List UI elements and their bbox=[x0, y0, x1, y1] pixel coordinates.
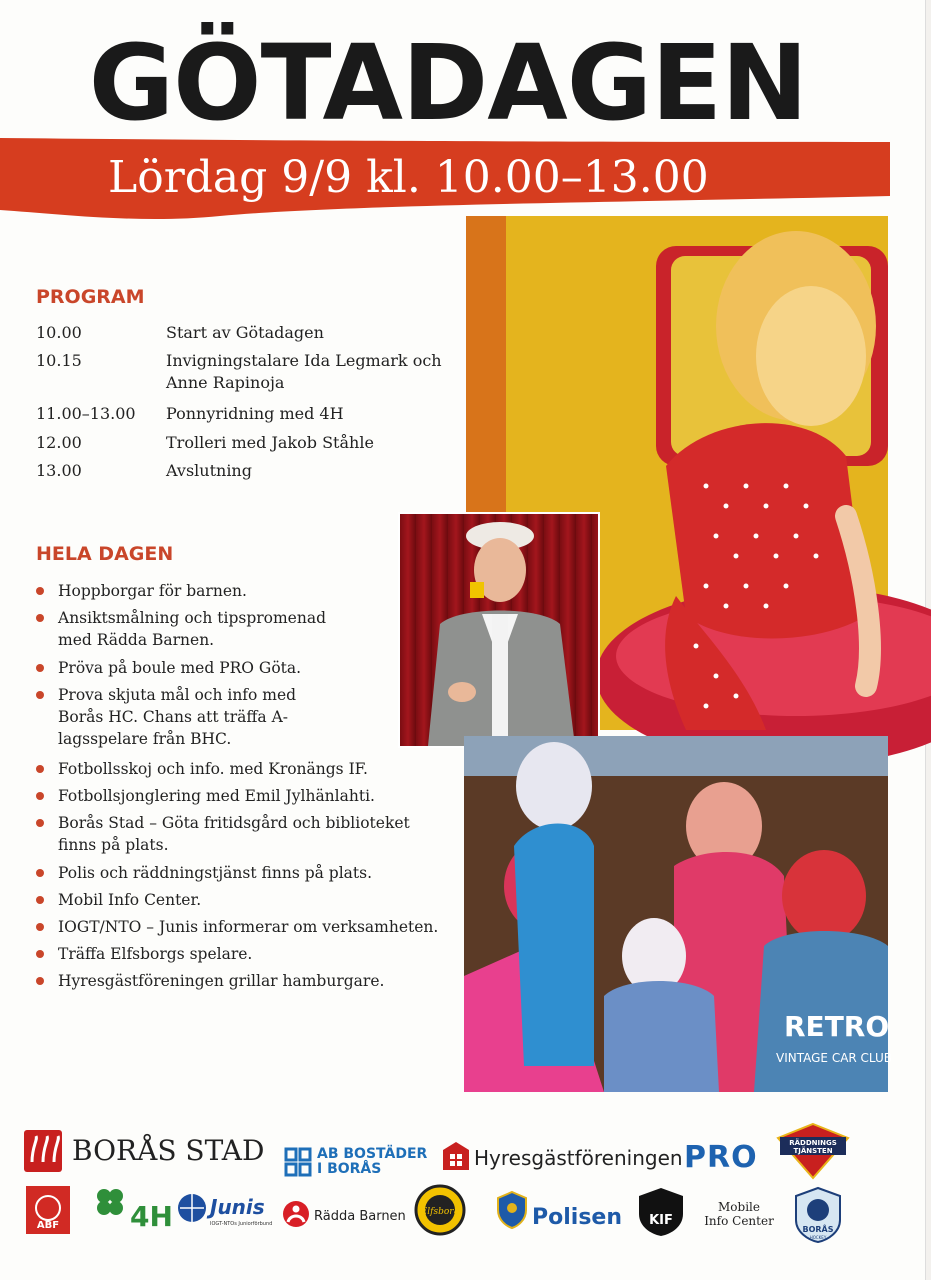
junis-logo bbox=[176, 1192, 273, 1232]
elfsborg-logo bbox=[414, 1184, 466, 1240]
svg-text:IOGT-NTOs Juniorförbund: IOGT-NTOs Juniorförbund bbox=[210, 1221, 273, 1227]
program-item bbox=[36, 432, 456, 454]
polisen-logo bbox=[496, 1190, 528, 1234]
event-date-time: Lördag 9/9 kl. 10.00–13.00 bbox=[108, 152, 709, 203]
junis-globe-icon bbox=[176, 1192, 273, 1228]
bullet-icon bbox=[36, 896, 44, 904]
kids-illustration bbox=[464, 736, 893, 1092]
magician-illustration bbox=[400, 514, 598, 746]
shirt-subtext: VINTAGE CAR CLUB bbox=[776, 1051, 893, 1065]
kif-logo bbox=[636, 1186, 686, 1242]
svg-text:HOCKEY: HOCKEY bbox=[809, 1235, 827, 1240]
boras-hockey-logo bbox=[792, 1186, 844, 1248]
program-item bbox=[36, 322, 456, 344]
ab-bostader-icon bbox=[284, 1147, 312, 1177]
shirt-text: RETRO bbox=[784, 1010, 890, 1043]
radda-barnen-icon bbox=[282, 1200, 310, 1228]
bullet-icon bbox=[36, 792, 44, 800]
bullet-icon bbox=[36, 923, 44, 931]
hyresgast-house-icon bbox=[442, 1140, 470, 1172]
program-desc: Avslutning bbox=[166, 461, 252, 480]
boras-hockey-lion-icon bbox=[792, 1186, 844, 1244]
program-item bbox=[36, 350, 456, 394]
bullet-icon bbox=[36, 869, 44, 877]
kif-shield-icon bbox=[636, 1186, 686, 1238]
bullet-icon bbox=[36, 977, 44, 985]
program-time: 13.00 bbox=[36, 461, 82, 480]
polisen-text: Polisen bbox=[532, 1205, 622, 1230]
boras-stad-crest-icon bbox=[24, 1130, 62, 1172]
program-desc: Start av Götadagen bbox=[166, 323, 324, 342]
svg-text:TJÄNSTEN: TJÄNSTEN bbox=[793, 1147, 833, 1155]
svg-text:Elfsborg: Elfsborg bbox=[420, 1207, 460, 1217]
program-desc: Invigningstalare Ida Legmark och Anne Rapinoja bbox=[166, 351, 442, 392]
svg-text:ABF: ABF bbox=[36, 1220, 60, 1231]
bullet-icon bbox=[36, 765, 44, 773]
program-time: 10.00 bbox=[36, 323, 82, 342]
photo-face-painted-kids bbox=[464, 736, 893, 1092]
program-item bbox=[36, 460, 456, 482]
svg-text:Junis: Junis bbox=[210, 1195, 265, 1219]
hela-dagen-heading: HELA DAGEN bbox=[36, 543, 174, 565]
abf-logo bbox=[26, 1186, 70, 1238]
bullet-icon bbox=[36, 664, 44, 672]
poster-title: GÖTADAGEN bbox=[88, 22, 808, 144]
program-time: 11.00–13.00 bbox=[36, 404, 136, 423]
pro-logo: PRO bbox=[684, 1140, 758, 1175]
raddningstjansten-shield-icon bbox=[774, 1122, 852, 1180]
svg-text:4H: 4H bbox=[130, 1200, 173, 1233]
ab-bostader-logo bbox=[284, 1147, 312, 1181]
svg-text:BORÅS: BORÅS bbox=[802, 1225, 834, 1234]
program-heading: PROGRAM bbox=[36, 286, 145, 308]
bullet-icon bbox=[36, 950, 44, 958]
fourh-clover-icon bbox=[94, 1186, 173, 1233]
fourh-logo bbox=[94, 1186, 173, 1236]
program-desc: Trolleri med Jakob Ståhle bbox=[166, 433, 374, 452]
elfsborg-crest-icon bbox=[414, 1184, 466, 1236]
program-time: 10.15 bbox=[36, 351, 82, 370]
program-item bbox=[36, 403, 456, 425]
program-desc: Ponnyridning med 4H bbox=[166, 404, 344, 423]
bullet-icon bbox=[36, 691, 44, 699]
mobile-info-center-logo: Mobile Info Center bbox=[704, 1200, 774, 1228]
raddningstjansten-logo bbox=[774, 1122, 852, 1184]
logo-boras-stad bbox=[24, 1130, 62, 1176]
svg-text:RÄDDNINGS: RÄDDNINGS bbox=[789, 1139, 837, 1147]
boras-stad-text: BORÅS STAD bbox=[72, 1134, 265, 1167]
hyresgast-logo bbox=[442, 1140, 470, 1176]
bullet-icon bbox=[36, 819, 44, 827]
radda-barnen-logo bbox=[282, 1200, 310, 1232]
abf-icon bbox=[26, 1186, 70, 1234]
hyresgast-text: Hyresgästföreningen bbox=[474, 1146, 683, 1170]
bullet-icon bbox=[36, 587, 44, 595]
photo-magician bbox=[398, 512, 600, 748]
program-time: 12.00 bbox=[36, 433, 82, 452]
poster: GÖTADAGEN Lördag 9/9 kl. 10.00–13.00 PROGRAM 10.00 Start av Götadagen 10.15 Invigningstalare Ida Legmark och Anne Rapinoja 11.00–13.00 Ponnyridning med 4H 12.00 Trolleri med Jakob Ståhle 13.00 Avslutning HELA DAGEN Hoppborgar för barnen. Ansiktsmålning och tipspromenad med Rädda Barnen. Pröva på boule med PRO Göta. Prova skjuta mål och info med Borås HC. Chans att träffa A-lagsspelare från BHC. Fotbollsskoj och info. med Kronängs IF. Fotbollsjonglering med Emil Jylhänlahti. Borås Stad – Göta fritidsgård och biblioteket finns på plats. Polis och räddningstjänst finns på plats. Mobil Info Center. IOGT/NTO – Junis informerar om verksamheten. Träffa Elfsborgs spelare. Hyresgästföreningen grillar hamburgare. RETRO VINTAGE CAR CLUB BORÅS STAD AB BOSTÄDER I BORÅS Hyresgästföreningen PRO RÄDDNINGS TJÄNSTEN ABF 4H Junis IOGT-NTOs Juniorförbund Rädda Barnen Elfsborg Polisen KIF Mobile Info Center BORÅS HOCKEY bbox=[0, 0, 926, 1280]
svg-text:KIF: KIF bbox=[649, 1213, 673, 1228]
bullet-icon bbox=[36, 614, 44, 622]
polisen-crest-icon bbox=[496, 1190, 528, 1230]
ab-bostader-text: AB BOSTÄDER I BORÅS bbox=[317, 1146, 428, 1177]
radda-barnen-text: Rädda Barnen bbox=[314, 1209, 406, 1224]
